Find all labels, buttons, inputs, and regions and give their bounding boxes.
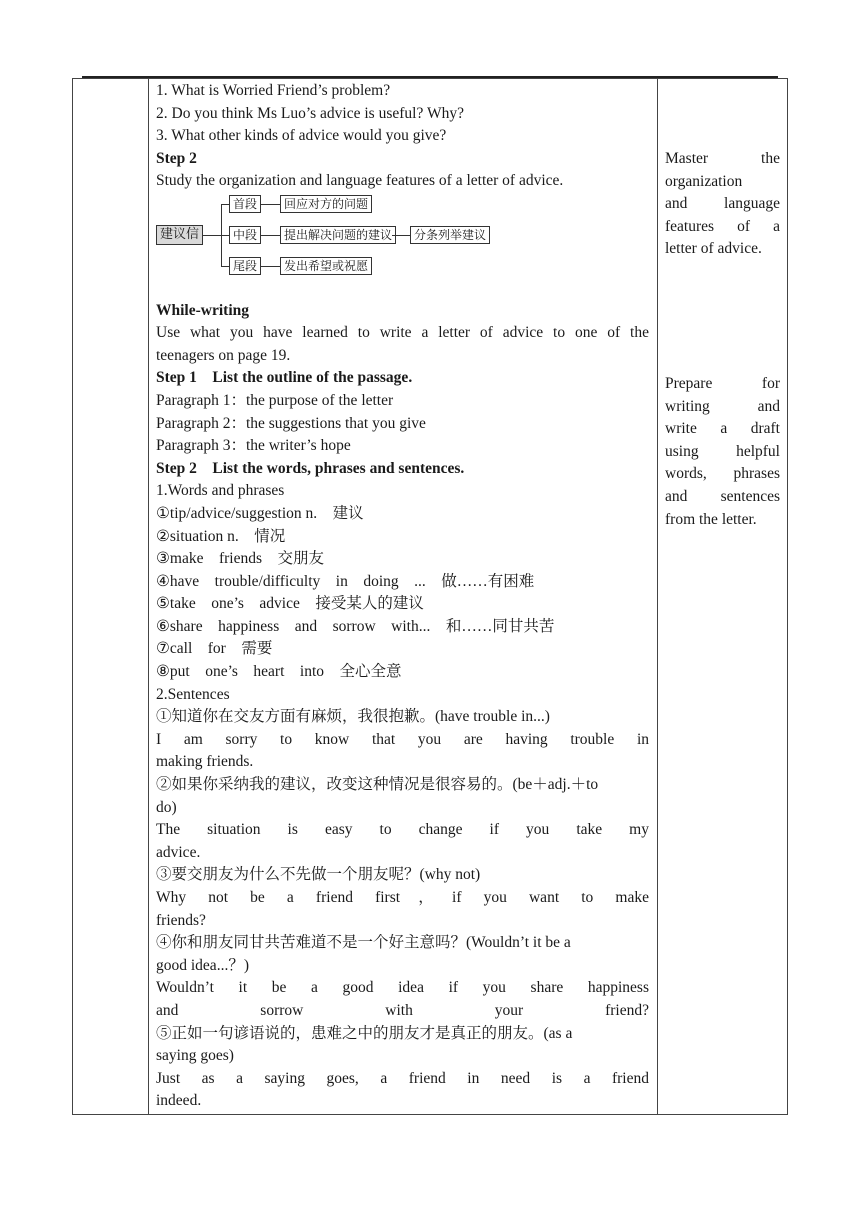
sentence-cn-4a: ④你和朋友同甘共苦难道不是一个好主意吗？(Wouldn’t it be a <box>156 934 571 952</box>
diagram-connector <box>260 204 280 205</box>
diagram-section-1: 首段 <box>229 195 261 213</box>
word-item: ④have trouble/difficulty in doing ... 做……有困难 <box>156 572 535 590</box>
diagram-section-2: 中段 <box>229 226 261 244</box>
outline-paragraph-2: Paragraph 2：the suggestions that you give <box>156 414 426 432</box>
diagram-connector <box>260 266 280 267</box>
outline-paragraph-3: Paragraph 3：the writer’s hope <box>156 437 351 455</box>
question-1: 1. What is Worried Friend’s problem? <box>156 82 391 99</box>
word-item: ⑧put one’s heart into 全心全意 <box>156 663 402 681</box>
sentence-cn-5a: ⑤正如一句谚语说的，患难之中的朋友才是真正的朋友。(as a <box>156 1024 573 1042</box>
sentence-cn-2b: do) <box>156 798 177 816</box>
diagram-extra: 分条列举建议 <box>410 226 490 244</box>
note-line: words, phrases <box>665 465 780 483</box>
outline-paragraph-1: Paragraph 1：the purpose of the letter <box>156 391 394 409</box>
sentence-en-3b: friends? <box>156 911 206 929</box>
sentence-en-3a: Why not be a friend first，if you want to make <box>156 889 649 906</box>
sentence-cn-3: ③要交朋友为什么不先做一个朋友呢？(why not) <box>156 866 481 884</box>
diagram-connector <box>221 235 229 236</box>
sentence-en-4b: and sorrow with your friend? <box>156 1001 649 1019</box>
while-writing-heading: While-writing <box>156 301 249 319</box>
words-title: 1.Words and phrases <box>156 482 285 500</box>
diagram-content-2: 提出解决问题的建议 <box>280 226 396 244</box>
word-item: ⑦call for 需要 <box>156 640 273 658</box>
note-line: Master the <box>665 150 780 167</box>
note-line: and sentences <box>665 487 780 505</box>
column-divider-left <box>148 79 149 1114</box>
while-writing-intro-2: teenagers on page 19. <box>156 346 291 364</box>
note-line: letter of advice. <box>665 240 762 258</box>
letter-structure-diagram <box>156 195 496 275</box>
sentence-en-1b: making friends. <box>156 753 254 771</box>
step2-text: Study the organization and language features of a letter of advice. <box>156 172 564 190</box>
note-line: from the letter. <box>665 510 757 528</box>
sentence-cn-1: ①知道你在交友方面有麻烦，我很抱歉。(have trouble in...) <box>156 708 550 726</box>
note-line: write a draft <box>665 420 780 438</box>
note-line: writing and <box>665 397 780 415</box>
diagram-content-1: 回应对方的问题 <box>280 195 372 213</box>
note-line: features of a <box>665 217 780 235</box>
word-item: ③make friends 交朋友 <box>156 550 325 568</box>
sentence-cn-4b: good idea...？) <box>156 956 249 974</box>
step2-heading: Step 2 <box>156 149 197 167</box>
sentence-en-4a: Wouldn’t it be a good idea if you share happiness <box>156 979 649 997</box>
purpose-note-1 <box>665 148 780 261</box>
note-line: and language <box>665 195 780 213</box>
sentence-cn-5b: saying goes) <box>156 1047 234 1065</box>
diagram-connector <box>221 204 229 205</box>
sentences-title: 2.Sentences <box>156 685 230 703</box>
sentence-en-2a: The situation is easy to change if you take my <box>156 821 649 839</box>
step2-words-heading: Step 2 List the words, phrases and sentences. <box>156 459 465 477</box>
sentence-en-5b: indeed. <box>156 1092 202 1110</box>
diagram-content-3: 发出希望或祝愿 <box>280 257 372 275</box>
note-line: using helpful <box>665 442 780 460</box>
word-item: ②situation n. 情况 <box>156 527 286 545</box>
sentence-en-5a: Just as a saying goes, a friend in need is a friend <box>156 1069 649 1087</box>
diagram-connector <box>221 266 229 267</box>
purpose-note-2 <box>665 373 780 531</box>
word-item: ⑥share happiness and sorrow with... 和……同甘共苦 <box>156 617 555 635</box>
diagram-section-3: 尾段 <box>229 257 261 275</box>
question-3: 3. What other kinds of advice would you give? <box>156 127 447 145</box>
step1-heading: Step 1 List the outline of the passage. <box>156 369 413 387</box>
word-item: ⑤take one’s advice 接受某人的建议 <box>156 595 424 613</box>
question-2: 2. Do you think Ms Luo’s advice is useful? Why? <box>156 104 464 122</box>
diagram-connector <box>203 235 221 236</box>
note-line: Prepare for <box>665 375 780 392</box>
sentence-cn-2a: ②如果你采纳我的建议，改变这种情况是很容易的。(be＋adj.＋to <box>156 776 599 794</box>
sentence-en-1a: I am sorry to know that you are having trouble in <box>156 730 649 748</box>
diagram-root: 建议信 <box>156 225 203 245</box>
diagram-connector <box>260 235 280 236</box>
activity-column <box>156 80 649 1113</box>
column-divider-right <box>657 79 658 1114</box>
while-writing-intro-1: Use what you have learned to write a letter of advice to one of the <box>156 324 649 342</box>
word-item: ①tip/advice/suggestion n. 建议 <box>156 504 364 522</box>
note-line: organization <box>665 172 743 190</box>
sentence-en-2b: advice. <box>156 843 201 861</box>
diagram-connector <box>392 235 410 236</box>
